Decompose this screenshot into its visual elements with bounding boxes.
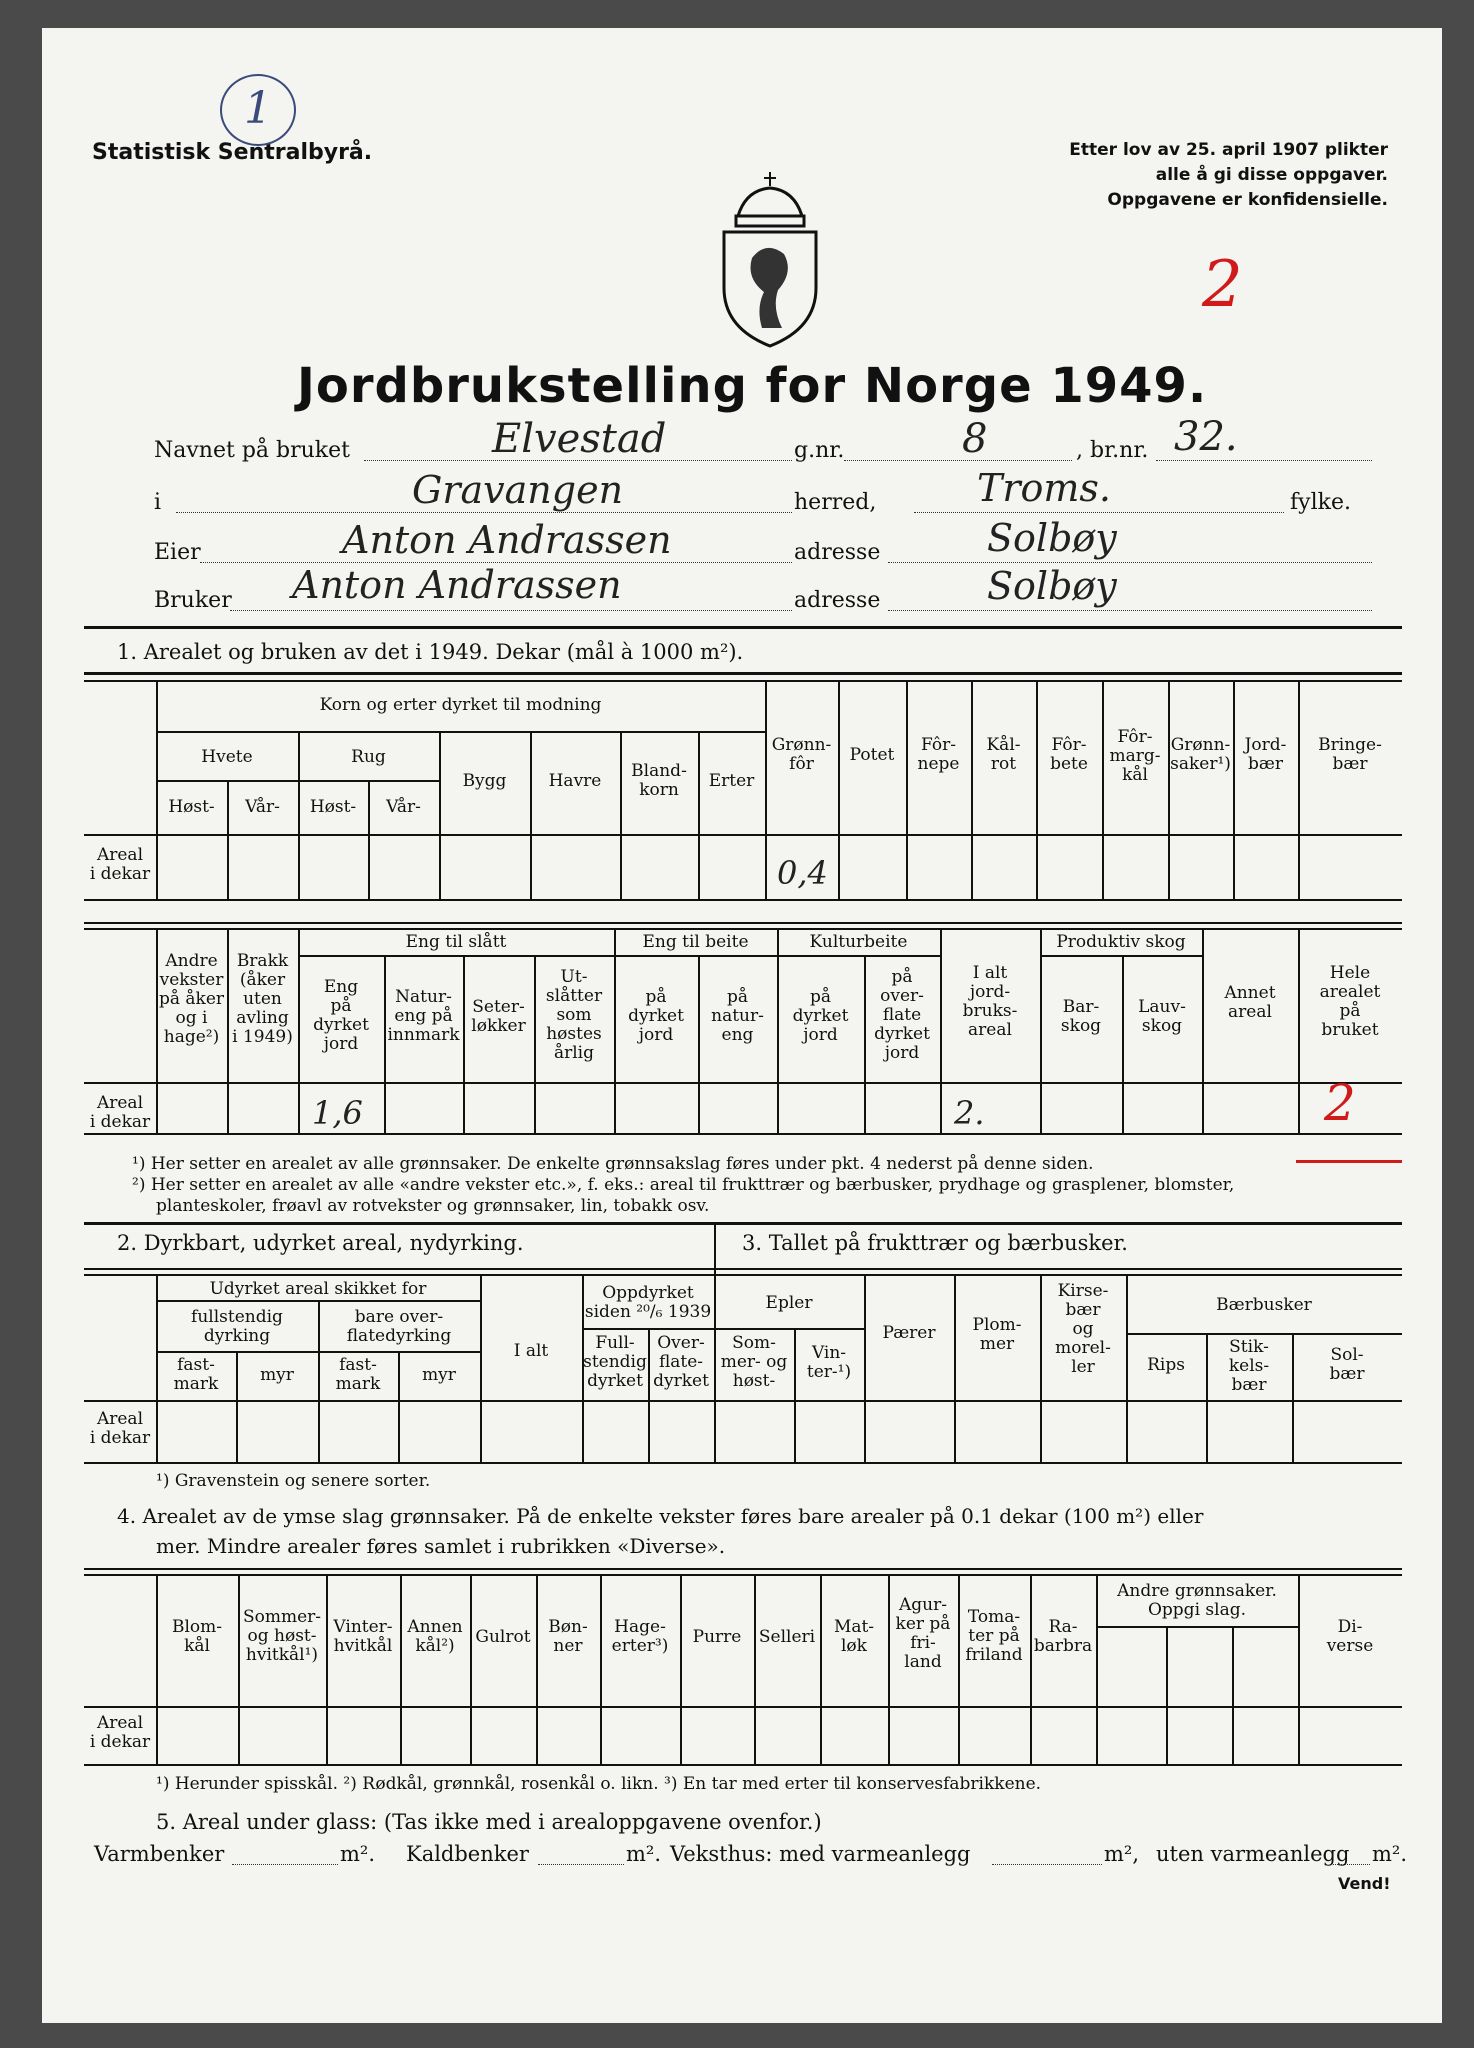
header-udyrket: Udyrket areal skikket for <box>209 1279 427 1299</box>
header-diverse: Di- verse <box>1326 1617 1374 1656</box>
footnote-2: ²) Her setter en arealet av alle «andre vekster etc.», f. eks.: areal til frukttrær og bærbusker, prydhage og grasplener, blomster, <box>132 1175 1235 1195</box>
header-barskog: Bar- skog <box>1060 997 1102 1036</box>
unit-m2-c: m², <box>1104 1842 1140 1866</box>
label-fylke: fylke. <box>1290 490 1351 515</box>
section-2-heading: 2. Dyrkbart, udyrket areal, nydyrking. <box>117 1231 524 1255</box>
label-brnr: , br.nr. <box>1076 438 1149 463</box>
header-eng-beite: Eng til beite <box>642 932 749 952</box>
header-beite-natur: på natur- eng <box>711 987 764 1045</box>
header-kultur-overflate: på over- flate dyrket jord <box>874 967 930 1063</box>
section-4-heading: 4. Arealet av de ymse slag grønnsaker. På de enkelte vekster føres bare arealer på 0.1 dekar (100 m²) eller <box>117 1504 1204 1528</box>
row-label-areal-3: Areal i dekar <box>89 1409 151 1448</box>
legal-notice <box>1058 138 1388 213</box>
turn-over-note: Vend! <box>1338 1874 1391 1893</box>
header-natureng: Natur- eng på innmark <box>387 987 460 1045</box>
header-hvete-host: Høst- <box>168 797 215 817</box>
footnote-gravenstein: ¹) Gravenstein og senere sorter. <box>156 1471 431 1491</box>
value-eng-dyrket[interactable]: 1,6 <box>312 1094 363 1132</box>
header-sommer-host: Som- mer- og høst- <box>720 1333 788 1391</box>
value-eier[interactable]: Anton Andrassen <box>342 518 672 562</box>
header-utslatter: Ut- slåtter som høstes årlig <box>545 967 603 1063</box>
header-plommer: Plom- mer <box>972 1315 1022 1354</box>
header-forbete: Fôr- bete <box>1050 735 1088 774</box>
header-vinter-hvitkal: Vinter- hvitkål <box>333 1617 393 1656</box>
row-label-areal-2: Areal i dekar <box>89 1093 151 1132</box>
form-title: Jordbrukstelling for Norge 1949. <box>297 358 1208 414</box>
header-bringebaer: Bringe- bær <box>1318 735 1382 774</box>
section-1-heading: 1. Arealet og bruken av det i 1949. Dekar (mål à 1000 m²). <box>117 640 744 664</box>
header-baerbusker: Bærbusker <box>1216 1295 1312 1315</box>
label-varmbenker: Varmbenker <box>94 1842 225 1866</box>
value-adresse-2[interactable]: Solbøy <box>987 564 1117 608</box>
header-kultur-dyrket: på dyrket jord <box>792 987 849 1045</box>
red-underline-mark <box>1296 1160 1402 1163</box>
header-rug-var: Vår- <box>386 797 421 817</box>
header-fastmark-2: fast- mark <box>335 1355 381 1394</box>
header-solbaer: Sol- bær <box>1329 1345 1365 1384</box>
label-eier: Eier <box>154 540 201 565</box>
header-gulrot: Gulrot <box>475 1627 531 1647</box>
header-epler: Epler <box>765 1293 813 1313</box>
header-ialt-jordbruk: I alt jord- bruks- areal <box>962 963 1018 1040</box>
header-kalrot: Kål- rot <box>986 735 1021 774</box>
annotation-number-2: 2 <box>1202 248 1243 322</box>
header-hageerter: Hage- erter³) <box>611 1617 669 1656</box>
header-fullstendig-dyrket: Full- stendig dyrket <box>583 1333 647 1391</box>
value-bruker[interactable]: Anton Andrassen <box>292 563 622 607</box>
value-adresse-1[interactable]: Solbøy <box>987 516 1117 560</box>
header-fullstendig: fullstendig dyrking <box>191 1307 283 1346</box>
census-form <box>42 28 1442 2023</box>
footnote-1: ¹) Her setter en arealet av alle grønnsaker. De enkelte grønnsakslag føres under pkt. 4 nederst på denne siden. <box>132 1154 1094 1174</box>
value-fylke[interactable]: Troms. <box>977 466 1112 510</box>
header-beite-dyrket: på dyrket jord <box>628 987 684 1045</box>
header-rabarbra: Ra- barbra <box>1033 1617 1093 1656</box>
header-kirsebaer: Kirse- bær og morel- ler <box>1055 1281 1111 1377</box>
header-overflate-dyrket: Over- flate- dyrket <box>653 1333 709 1391</box>
label-adresse-1: adresse <box>794 540 881 565</box>
header-formargkal: Fôr- marg- kål <box>1109 727 1161 785</box>
header-overflate: bare over- flatedyrking <box>346 1307 452 1346</box>
header-kulturbeite: Kulturbeite <box>809 932 908 952</box>
office-name: Statistisk Sentralbyrå. <box>92 140 373 165</box>
header-hele-arealet: Hele arealet på bruket <box>1319 963 1381 1040</box>
header-produktiv-skog: Produktiv skog <box>1056 932 1186 952</box>
header-brakk: Brakk (åker uten avling i 1949) <box>232 951 293 1047</box>
header-agurker: Agur- ker på fri- land <box>895 1595 951 1672</box>
label-herred: herred, <box>794 490 877 515</box>
header-gronnfor: Grønn- fôr <box>771 735 832 774</box>
label-kaldbenker: Kaldbenker <box>406 1842 529 1866</box>
header-blandkorn: Bland- korn <box>631 761 687 800</box>
header-bonner: Bøn- ner <box>548 1617 588 1656</box>
header-eng-slatt: Eng til slått <box>405 932 507 952</box>
value-gronnfor[interactable]: 0,4 <box>777 854 828 892</box>
header-korn: Korn og erter dyrket til modning <box>319 695 602 715</box>
header-annen-kal: Annen kål²) <box>407 1617 463 1656</box>
label-i: i <box>154 490 162 515</box>
header-myr-1: myr <box>260 1365 294 1385</box>
value-brnr[interactable]: 32. <box>1174 414 1238 460</box>
header-andre-vekster: Andre vekster på åker og i hage²) <box>158 951 225 1047</box>
header-stikkelsbaer: Stik- kels- bær <box>1228 1337 1270 1395</box>
header-sommer-hvitkal: Sommer- og høst- hvitkål¹) <box>242 1607 322 1665</box>
header-vinter: Vin- ter-¹) <box>806 1343 852 1382</box>
header-annet-areal: Annet areal <box>1224 983 1276 1022</box>
notice-line: Etter lov av 25. april 1907 plikter <box>1069 140 1388 160</box>
header-rug-host: Høst- <box>309 797 357 817</box>
value-farm-name[interactable]: Elvestad <box>492 416 667 462</box>
row-label-areal-4: Areal i dekar <box>89 1713 151 1752</box>
header-hvete-var: Vår- <box>245 797 280 817</box>
section-3-heading: 3. Tallet på frukttrær og bærbusker. <box>742 1231 1128 1255</box>
label-adresse-2: adresse <box>794 588 881 613</box>
header-potet: Potet <box>849 745 895 765</box>
header-oppdyrket: Oppdyrket siden ²⁰/₆ 1939 <box>584 1283 712 1322</box>
header-eng-dyrket: Eng på dyrket jord <box>313 977 369 1054</box>
annotation-circle-1: 1 <box>220 74 296 146</box>
section-5-heading: 5. Areal under glass: (Tas ikke med i arealoppgavene ovenfor.) <box>156 1810 822 1834</box>
coat-of-arms-icon <box>716 168 824 348</box>
section-4-heading-2: mer. Mindre arealer føres samlet i rubrikken «Diverse». <box>156 1534 726 1558</box>
header-selleri: Selleri <box>758 1627 816 1647</box>
header-andre-gronnsaker: Andre grønnsaker. Oppgi slag. <box>1117 1581 1277 1620</box>
value-hele-arealet[interactable]: 2 <box>1324 1074 1356 1132</box>
header-bygg: Bygg <box>462 771 507 791</box>
header-hvete: Hvete <box>201 747 253 767</box>
header-havre: Havre <box>548 771 602 791</box>
row-label-areal: Areal i dekar <box>89 845 151 884</box>
header-erter: Erter <box>708 771 755 791</box>
value-ialt-jordbruk[interactable]: 2. <box>954 1094 985 1132</box>
unit-m2-b: m². <box>626 1842 662 1866</box>
label-gnr: g.nr. <box>794 438 845 463</box>
header-tomater: Toma- ter på friland <box>965 1607 1023 1665</box>
header-matlok: Mat- løk <box>833 1617 875 1656</box>
label-farm-name: Navnet på bruket <box>154 438 350 463</box>
value-gnr[interactable]: 8 <box>962 416 988 462</box>
header-purre: Purre <box>692 1627 742 1647</box>
unit-m2-d: m². <box>1372 1842 1408 1866</box>
header-ialt-udyrket: I alt <box>513 1341 549 1361</box>
footnote-2b: planteskoler, frøavl av rotvekster og grønnsaker, lin, tobakk osv. <box>156 1196 710 1216</box>
header-myr-2: myr <box>422 1365 456 1385</box>
label-bruker: Bruker <box>154 588 232 613</box>
value-herred[interactable]: Gravangen <box>412 468 624 512</box>
header-gronnsaker: Grønn- saker¹) <box>1170 735 1231 774</box>
header-fornepe: Fôr- nepe <box>917 735 960 774</box>
header-fastmark-1: fast- mark <box>173 1355 219 1394</box>
header-paerer: Pærer <box>882 1323 936 1343</box>
footnote-vegetables: ¹) Herunder spisskål. ²) Rødkål, grønnkål, rosenkål o. likn. ³) En tar med erter til konservesfabrikkene. <box>156 1774 1042 1794</box>
notice-line: Oppgavene er konfidensielle. <box>1107 190 1388 210</box>
unit-m2-a: m². <box>340 1842 376 1866</box>
label-uten-varmeanlegg: uten varmeanlegg <box>1156 1842 1350 1866</box>
header-rug: Rug <box>351 747 386 767</box>
header-blomkal: Blom- kål <box>171 1617 223 1656</box>
header-jordbaer: Jord- bær <box>1244 735 1287 774</box>
header-lauvskog: Lauv- skog <box>1138 997 1186 1036</box>
label-veksthus: Veksthus: med varmeanlegg <box>670 1842 971 1866</box>
header-rips: Rips <box>1147 1355 1185 1375</box>
header-seterlokker: Seter- løkker <box>471 997 526 1036</box>
notice-line: alle å gi disse oppgaver. <box>1155 165 1388 185</box>
